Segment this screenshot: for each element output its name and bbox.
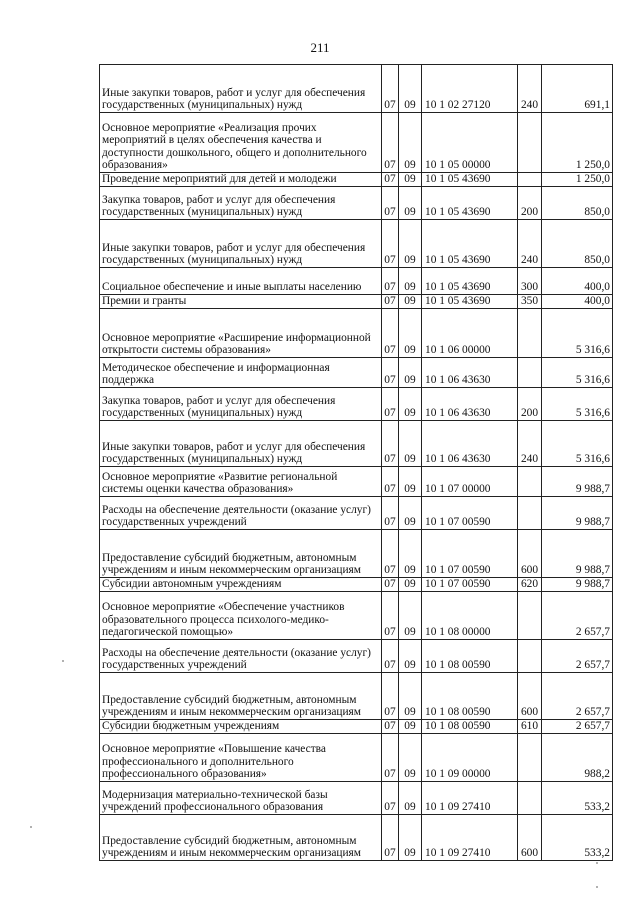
subsection-code: 09: [399, 220, 422, 268]
amount: 850,0: [542, 187, 613, 220]
table-row: [100, 497, 613, 530]
amount: 2 657,7: [542, 673, 613, 720]
expense-type-code: [518, 592, 542, 640]
target-article-code: 10 1 07 00000: [422, 467, 518, 497]
expense-type-code: 600: [518, 530, 542, 578]
expense-type-code: 240: [518, 65, 542, 113]
amount: 9 988,7: [542, 467, 613, 497]
section-code: 07: [382, 497, 399, 530]
item-name: Иные закупки товаров, работ и услуг для обеспечения государственных (муниципальных) нужд: [100, 65, 382, 113]
expense-type-code: 200: [518, 187, 542, 220]
item-name: Модернизация материально-технической базы учреждений профессионального образования: [100, 782, 382, 815]
expense-type-code: 620: [518, 578, 542, 592]
target-article-code: 10 1 09 27410: [422, 815, 518, 861]
subsection-code: 09: [399, 530, 422, 578]
table-row: [100, 295, 613, 309]
item-name: Предоставление субсидий бюджетным, автономным учреждениям и иным некоммерческим организациям: [100, 673, 382, 720]
expense-type-code: [518, 309, 542, 358]
scan-speck: [62, 660, 64, 662]
subsection-code: 09: [399, 815, 422, 861]
table-row: [100, 815, 613, 861]
target-article-code: 10 1 06 43630: [422, 388, 518, 421]
section-code: 07: [382, 640, 399, 673]
target-article-code: 10 1 08 00590: [422, 640, 518, 673]
target-article-code: 10 1 05 43690: [422, 295, 518, 309]
expense-type-code: 600: [518, 673, 542, 720]
section-code: 07: [382, 815, 399, 861]
subsection-code: 09: [399, 782, 422, 815]
item-name: Закупка товаров, работ и услуг для обеспечения государственных (муниципальных) нужд: [100, 388, 382, 421]
target-article-code: 10 1 02 27120: [422, 65, 518, 113]
table-row: [100, 421, 613, 467]
expense-type-code: [518, 497, 542, 530]
item-name: Закупка товаров, работ и услуг для обеспечения государственных (муниципальных) нужд: [100, 187, 382, 220]
section-code: 07: [382, 592, 399, 640]
item-name: Иные закупки товаров, работ и услуг для обеспечения государственных (муниципальных) нужд: [100, 421, 382, 467]
item-name: Основное мероприятие «Реализация прочих мероприятий в целях обеспечения качества и доступности дошкольного, общего и дополнительного образования»: [100, 113, 382, 173]
amount: 533,2: [542, 782, 613, 815]
item-name: Расходы на обеспечение деятельности (оказание услуг) государственных учреждений: [100, 640, 382, 673]
item-name: Субсидии бюджетным учреждениям: [100, 720, 382, 734]
section-code: 07: [382, 421, 399, 467]
subsection-code: 09: [399, 640, 422, 673]
expense-type-code: [518, 467, 542, 497]
expense-type-code: 200: [518, 388, 542, 421]
amount: 5 316,6: [542, 358, 613, 388]
subsection-code: 09: [399, 467, 422, 497]
expense-type-code: [518, 358, 542, 388]
target-article-code: 10 1 08 00590: [422, 720, 518, 734]
section-code: 07: [382, 467, 399, 497]
section-code: 07: [382, 220, 399, 268]
target-article-code: 10 1 05 43690: [422, 173, 518, 187]
target-article-code: 10 1 05 00000: [422, 113, 518, 173]
amount: 850,0: [542, 220, 613, 268]
expense-type-code: [518, 782, 542, 815]
target-article-code: 10 1 06 00000: [422, 309, 518, 358]
section-code: 07: [382, 113, 399, 173]
item-name: Проведение мероприятий для детей и молодежи: [100, 173, 382, 187]
table-row: [100, 113, 613, 173]
table-row: [100, 592, 613, 640]
amount: 9 988,7: [542, 497, 613, 530]
section-code: 07: [382, 187, 399, 220]
expense-type-code: 610: [518, 720, 542, 734]
section-code: 07: [382, 782, 399, 815]
subsection-code: 09: [399, 309, 422, 358]
item-name: Премии и гранты: [100, 295, 382, 309]
amount: 988,2: [542, 734, 613, 782]
amount: 691,1: [542, 65, 613, 113]
subsection-code: 09: [399, 113, 422, 173]
table-row: [100, 173, 613, 187]
expense-type-code: [518, 734, 542, 782]
item-name: Основное мероприятие «Расширение информационной открытости системы образования»: [100, 309, 382, 358]
amount: 9 988,7: [542, 578, 613, 592]
expense-type-code: 600: [518, 815, 542, 861]
table-row: [100, 782, 613, 815]
amount: 5 316,6: [542, 421, 613, 467]
item-name: Расходы на обеспечение деятельности (оказание услуг) государственных учреждений: [100, 497, 382, 530]
table-row: [100, 530, 613, 578]
item-name: Основное мероприятие «Обеспечение участников образовательного процесса психолого-медико-педагогической помощью»: [100, 592, 382, 640]
item-name: Основное мероприятие «Повышение качества профессионального и дополнительного профессионального образования»: [100, 734, 382, 782]
target-article-code: 10 1 07 00590: [422, 578, 518, 592]
expense-type-code: 350: [518, 295, 542, 309]
item-name: Основное мероприятие «Развитие региональной системы оценки качества образования»: [100, 467, 382, 497]
target-article-code: 10 1 07 00590: [422, 530, 518, 578]
scan-speck: [596, 886, 598, 888]
section-code: 07: [382, 173, 399, 187]
item-name: Иные закупки товаров, работ и услуг для обеспечения государственных (муниципальных) нужд: [100, 220, 382, 268]
amount: 400,0: [542, 268, 613, 295]
amount: 5 316,6: [542, 388, 613, 421]
subsection-code: 09: [399, 592, 422, 640]
table-row: [100, 467, 613, 497]
subsection-code: 09: [399, 497, 422, 530]
target-article-code: 10 1 05 43690: [422, 187, 518, 220]
amount: 1 250,0: [542, 173, 613, 187]
subsection-code: 09: [399, 65, 422, 113]
subsection-code: 09: [399, 358, 422, 388]
subsection-code: 09: [399, 578, 422, 592]
target-article-code: 10 1 07 00590: [422, 497, 518, 530]
target-article-code: 10 1 05 43690: [422, 220, 518, 268]
table-row: [100, 309, 613, 358]
section-code: 07: [382, 65, 399, 113]
section-code: 07: [382, 530, 399, 578]
table-row: [100, 65, 613, 113]
subsection-code: 09: [399, 734, 422, 782]
amount: 9 988,7: [542, 530, 613, 578]
section-code: 07: [382, 309, 399, 358]
table-row: [100, 578, 613, 592]
item-name: Социальное обеспечение и иные выплаты населению: [100, 268, 382, 295]
item-name: Предоставление субсидий бюджетным, автономным учреждениям и иным некоммерческим организациям: [100, 530, 382, 578]
amount: 5 316,6: [542, 309, 613, 358]
section-code: 07: [382, 388, 399, 421]
table-row: [100, 187, 613, 220]
page-number: 211: [310, 40, 330, 55]
amount: 2 657,7: [542, 592, 613, 640]
expense-type-code: [518, 173, 542, 187]
section-code: 07: [382, 358, 399, 388]
amount: 1 250,0: [542, 113, 613, 173]
item-name: Субсидии автономным учреждениям: [100, 578, 382, 592]
table-row: [100, 220, 613, 268]
table-row: [100, 673, 613, 720]
amount: 400,0: [542, 295, 613, 309]
table-body: [100, 65, 613, 861]
target-article-code: 10 1 08 00590: [422, 673, 518, 720]
subsection-code: 09: [399, 421, 422, 467]
section-code: 07: [382, 578, 399, 592]
subsection-code: 09: [399, 295, 422, 309]
table-row: [100, 734, 613, 782]
subsection-code: 09: [399, 268, 422, 295]
section-code: 07: [382, 734, 399, 782]
expense-type-code: [518, 113, 542, 173]
section-code: 07: [382, 673, 399, 720]
subsection-code: 09: [399, 673, 422, 720]
table-row: [100, 358, 613, 388]
item-name: Предоставление субсидий бюджетным, автономным учреждениям и иным некоммерческим организациям: [100, 815, 382, 861]
amount: 2 657,7: [542, 720, 613, 734]
budget-table: [99, 64, 613, 861]
target-article-code: 10 1 09 27410: [422, 782, 518, 815]
amount: 533,2: [542, 815, 613, 861]
section-code: 07: [382, 295, 399, 309]
scan-speck: [596, 862, 598, 864]
table-row: [100, 720, 613, 734]
table-row: [100, 388, 613, 421]
subsection-code: 09: [399, 187, 422, 220]
target-article-code: 10 1 06 43630: [422, 421, 518, 467]
target-article-code: 10 1 05 43690: [422, 268, 518, 295]
table-row: [100, 640, 613, 673]
expense-type-code: 300: [518, 268, 542, 295]
target-article-code: 10 1 08 00000: [422, 592, 518, 640]
scan-speck: [30, 826, 32, 828]
table-row: [100, 268, 613, 295]
subsection-code: 09: [399, 388, 422, 421]
item-name: Методическое обеспечение и информационная поддержка: [100, 358, 382, 388]
section-code: 07: [382, 720, 399, 734]
expense-type-code: [518, 640, 542, 673]
expense-type-code: 240: [518, 421, 542, 467]
subsection-code: 09: [399, 173, 422, 187]
expense-type-code: 240: [518, 220, 542, 268]
target-article-code: 10 1 09 00000: [422, 734, 518, 782]
amount: 2 657,7: [542, 640, 613, 673]
subsection-code: 09: [399, 720, 422, 734]
target-article-code: 10 1 06 43630: [422, 358, 518, 388]
section-code: 07: [382, 268, 399, 295]
